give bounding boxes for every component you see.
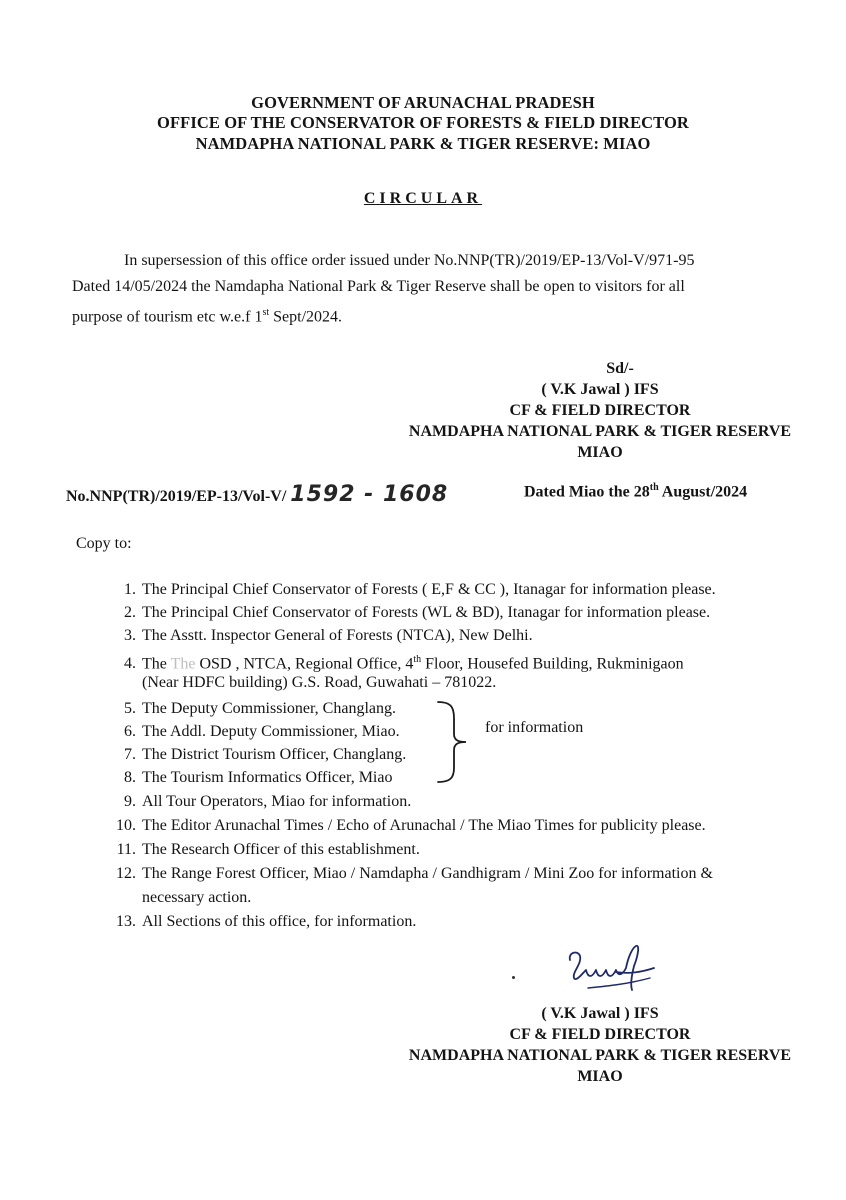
- list-item: 10. The Editor Arunachal Times / Echo of Arunachal / The Miao Times for publicity please.: [116, 817, 706, 834]
- body-line-1: In supersession of this office order issued under No.NNP(TR)/2019/EP-13/Vol-V/971-95: [124, 252, 695, 269]
- list-item: 4. The The OSD , NTCA, Regional Office, 4th Floor, Housefed Building, Rukminigaon: [124, 654, 684, 673]
- handwritten-signature: [558, 938, 668, 998]
- list-item-continuation: necessary action.: [142, 889, 252, 906]
- copy-to-label: Copy to:: [76, 535, 132, 552]
- signatory-place: MIAO: [577, 444, 623, 461]
- reference-date: Dated Miao the 28th August/2024: [524, 482, 748, 501]
- curly-brace-icon: [432, 698, 476, 786]
- list-item: 2. The Principal Chief Conservator of Forests (WL & BD), Itanagar for information please.: [124, 604, 711, 621]
- sd-mark: Sd/-: [606, 360, 634, 377]
- circular-title: CIRCULAR: [363, 190, 483, 207]
- letterhead-line-1: GOVERNMENT OF ARUNACHAL PRADESH: [251, 93, 595, 112]
- handwritten-number-range: 1592 - 1608: [290, 482, 449, 507]
- body-line-2: Dated 14/05/2024 the Namdapha National Park & Tiger Reserve shall be open to visitors for all: [72, 278, 685, 295]
- body-line-3: purpose of tourism etc w.e.f 1st Sept/2024.: [72, 307, 343, 326]
- signatory-place: MIAO: [577, 1068, 623, 1085]
- signatory-designation: CF & FIELD DIRECTOR: [509, 402, 691, 419]
- list-item: 11. The Research Officer of this establishment.: [116, 841, 420, 858]
- bracket-note: for information: [485, 719, 584, 736]
- circular-body: [72, 248, 788, 330]
- list-item: 8. The Tourism Informatics Officer, Miao: [124, 769, 393, 786]
- list-item: 5. The Deputy Commissioner, Changlang.: [124, 700, 396, 717]
- signatory-name: ( V.K Jawal ) IFS: [541, 381, 659, 398]
- letterhead-line-2: OFFICE OF THE CONSERVATOR OF FORESTS & FIELD DIRECTOR: [157, 113, 689, 132]
- list-item: 3. The Asstt. Inspector General of Forests (NTCA), New Delhi.: [124, 627, 533, 644]
- list-item: 9. All Tour Operators, Miao for information.: [124, 793, 412, 810]
- reference-number: No.NNP(TR)/2019/EP-13/Vol-V/ 1592 - 1608: [66, 482, 449, 507]
- list-item: 12. The Range Forest Officer, Miao / Namdapha / Gandhigram / Mini Zoo for information &: [116, 865, 713, 882]
- signature-block-top: [330, 358, 846, 463]
- list-item: 1. The Principal Chief Conservator of Forests ( E,F & CC ), Itanagar for information please.: [124, 581, 716, 598]
- signature-block-bottom: [330, 1003, 846, 1087]
- signatory-office: NAMDAPHA NATIONAL PARK & TIGER RESERVE: [408, 423, 792, 440]
- list-item-continuation: (Near HDFC building) G.S. Road, Guwahati – 781022.: [142, 674, 497, 691]
- list-item: 6. The Addl. Deputy Commissioner, Miao.: [124, 723, 400, 740]
- ink-dot: [512, 976, 515, 979]
- signatory-designation: CF & FIELD DIRECTOR: [509, 1026, 691, 1043]
- list-item: 13. All Sections of this office, for information.: [116, 913, 417, 930]
- signatory-office: NAMDAPHA NATIONAL PARK & TIGER RESERVE: [408, 1047, 792, 1064]
- signatory-name: ( V.K Jawal ) IFS: [541, 1005, 659, 1022]
- letterhead-line-3: NAMDAPHA NATIONAL PARK & TIGER RESERVE: MIAO: [195, 134, 651, 153]
- list-item: 7. The District Tourism Officer, Changlang.: [124, 746, 407, 763]
